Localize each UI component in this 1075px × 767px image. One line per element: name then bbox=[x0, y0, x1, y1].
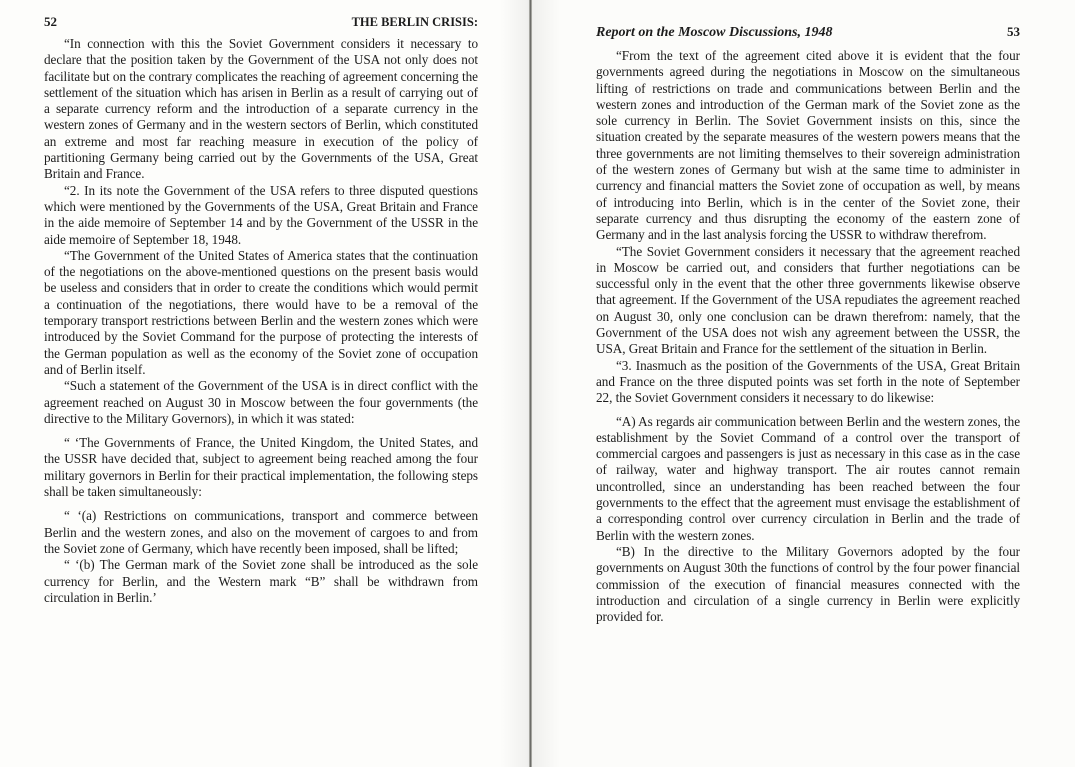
paragraph: “In connection with this the Soviet Government considers it necessary to declare that the position taken by the Government of the USA not only does not facilitate but on the contrary complicates the reaching of agreement concerning the settlement of the situation which has arisen in Berlin as a result of carrying out of a separate currency reform and the introduction of a separate currency in the western zones of Germany and in the western sectors of Berlin, which constituted an extreme and most far reaching measure in execution of the policy of partitioning Germany being carried out by the Governments of the USA, Great Britain and France. bbox=[44, 36, 478, 182]
quoted-paragraph: “ ‘(a) Restrictions on communications, transport and commerce between Berlin and the western zones, and also on the movement of cargoes to and from the Soviet zone of Germany, which have recently been imposed, shall be lifted; bbox=[44, 508, 478, 556]
right-page bbox=[530, 0, 1075, 767]
right-running-head bbox=[596, 24, 1020, 48]
left-running-head bbox=[44, 14, 478, 36]
paragraph: “B) In the directive to the Military Governors adopted by the four governments on August 30th the functions of control by the four power financial commission of the execution of financial measures connected with the introduction and circulation of a single currency in Berlin were explicitly provided for. bbox=[596, 543, 1020, 625]
left-page-body bbox=[44, 36, 478, 606]
paragraph: “3. Inasmuch as the position of the Governments of the USA, Great Britain and France on the three disputed points was set forth in the note of September 22, the Soviet Government considers it necessary to do likewise: bbox=[596, 357, 1020, 406]
left-page-number: 52 bbox=[44, 14, 57, 29]
paragraph: “The Soviet Government considers it necessary that the agreement reached in Moscow be carried out, and considers that further negotiations can be successful only in the event that the other three governments likewise observe that agreement. If the Government of the USA repudiates the agreement reached on August 30, only one conclusion can be drawn therefrom: namely, that the Government of the USA does not wish any agreement between the USSR, the USA, Great Britain and France for the settlement of the situation in Berlin. bbox=[596, 243, 1020, 357]
left-page bbox=[0, 0, 530, 767]
quoted-paragraph: “ ‘(b) The German mark of the Soviet zone shall be introduced as the sole currency for Berlin, and the Western mark “B” shall be withdrawn from circulation in Berlin.’ bbox=[44, 557, 478, 605]
paragraph: “The Government of the United States of America states that the continuation of the negotiations on the above-mentioned questions on the present basis would be useless and considers that in order to create the conditions which would permit a continuation of the negotiations, there would have to be a removal of the temporary transport restrictions between Berlin and the western zones which were introduced by the Soviet Command for the purpose of protecting the interests of the German population as well as the economy of the Soviet zone of occupation and of Berlin itself. bbox=[44, 247, 478, 377]
paragraph: “Such a statement of the Government of the USA is in direct conflict with the agreement reached on August 30 in Moscow between the four governments (the directive to the Military Governors), in which it was stated: bbox=[44, 378, 478, 426]
right-page-body bbox=[596, 48, 1020, 625]
paragraph: “From the text of the agreement cited above it is evident that the four governments agreed during the negotiations in Moscow on the simultaneous lifting of restrictions on trade and communications between Berlin and the western zones and introduction of the German mark of the Soviet zone as the sole currency in Berlin. The Soviet Government insists on this, since the situation created by the separate measures of the western powers means that the three governments are not limiting themselves to their sovereign administration of the western zones of Germany but wish at the same time to administer in currency and financial matters the Soviet zone of occupation as well, by means of introducing into Berlin, which is in the center of the Soviet zone, their separate currency and thus disrupting the economy of the eastern zone of Germany and in the last analysis forcing the USSR to withdraw therefrom. bbox=[596, 48, 1020, 243]
paragraph: “2. In its note the Government of the USA refers to three disputed questions which were mentioned by the Governments of the USA, Great Britain and France in the aide memoire of September 14 and by the Government of the USSR in the aide memoire of September 18, 1948. bbox=[44, 182, 478, 247]
quoted-paragraph: “ ‘The Governments of France, the United Kingdom, the United States, and the USSR have decided that, subject to agreement being reached among the four military governors in Berlin for their practical implementation, the following steps shall be taken simultaneously: bbox=[44, 435, 478, 500]
paragraph: “A) As regards air communication between Berlin and the western zones, the establishment by the Soviet Command of a control over the transport of commercial cargoes and passengers is just as necessary in this case as in the case of railway, water and highway transport. The air routes cannot remain uncontrolled, since an understanding has been reached between the four governments to the effect that the agreement must envisage the establishment of a corresponding control over currency circulation in Berlin and the trade of Berlin with the western zones. bbox=[596, 413, 1020, 543]
left-running-title: THE BERLIN CRISIS: bbox=[351, 15, 478, 29]
right-page-number: 53 bbox=[1007, 24, 1020, 39]
book-gutter bbox=[529, 0, 532, 767]
right-running-title: Report on the Moscow Discussions, 1948 bbox=[596, 25, 833, 40]
